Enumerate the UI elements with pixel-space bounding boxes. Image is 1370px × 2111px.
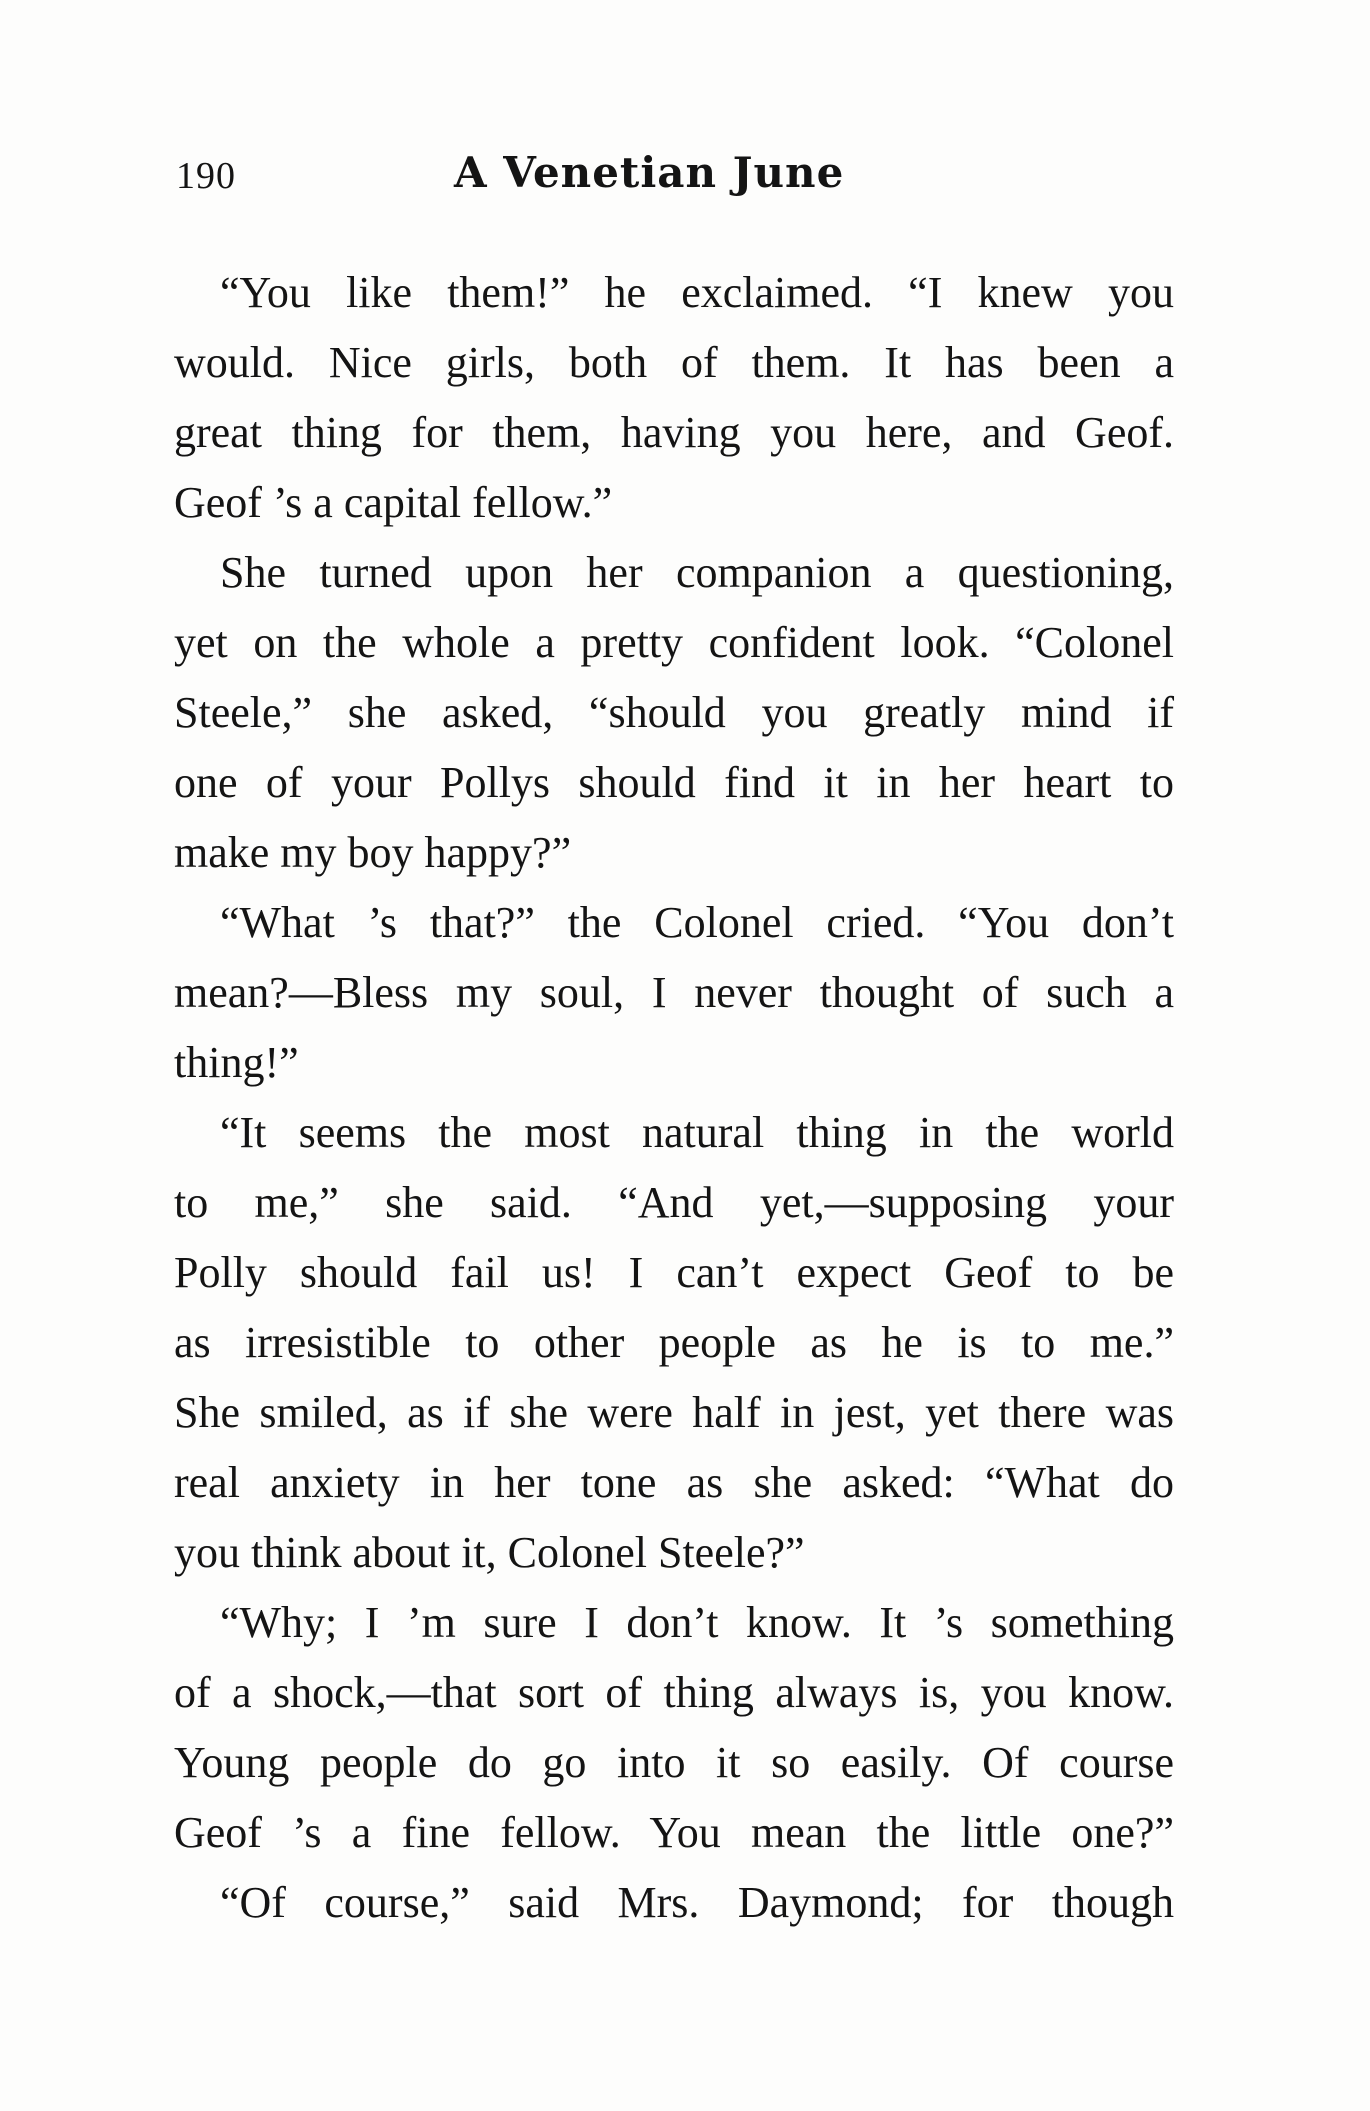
text-line: Polly should fail us! I can’t expect Geof to be — [174, 1248, 1174, 1297]
text-line: yet on the whole a pretty confident look. “Colonel — [174, 618, 1174, 667]
text-line: would. Nice girls, both of them. It has been a — [174, 338, 1174, 387]
text-line: “Of course,” said Mrs. Daymond; for though — [220, 1878, 1174, 1927]
page-number: 190 — [176, 155, 236, 197]
text-line: “What ’s that?” the Colonel cried. “You don’t — [220, 898, 1174, 947]
text-line: one of your Pollys should find it in her heart to — [174, 758, 1174, 807]
text-line: as irresistible to other people as he is to me.” — [174, 1318, 1174, 1367]
text-line: Young people do go into it so easily. Of course — [174, 1738, 1174, 1787]
text-line: She turned upon her companion a questioning, — [220, 548, 1174, 597]
text-line: to me,” she said. “And yet,—supposing your — [174, 1178, 1174, 1227]
page-header — [176, 148, 1176, 214]
text-line: “Why; I ’m sure I don’t know. It ’s something — [220, 1598, 1174, 1647]
text-line: Geof ’s a fine fellow. You mean the little one?” — [174, 1808, 1174, 1857]
text-line: Steele,” she asked, “should you greatly mind if — [174, 688, 1174, 737]
text-line: “It seems the most natural thing in the world — [220, 1108, 1174, 1157]
text-line: real anxiety in her tone as she asked: “What do — [174, 1458, 1174, 1507]
text-line: “You like them!” he exclaimed. “I knew you — [220, 268, 1174, 317]
body-text — [174, 258, 1174, 1938]
text-line: of a shock,—that sort of thing always is, you know. — [174, 1668, 1174, 1717]
running-title: A Venetian June — [454, 148, 845, 197]
text-line: great thing for them, having you here, and Geof. — [174, 408, 1174, 457]
text-line: thing!” — [174, 1038, 299, 1087]
text-line: you think about it, Colonel Steele?” — [174, 1528, 805, 1577]
text-line: Geof ’s a capital fellow.” — [174, 478, 613, 527]
text-line: make my boy happy?” — [174, 828, 572, 877]
text-line: mean?—Bless my soul, I never thought of such a — [174, 968, 1174, 1017]
text-line: She smiled, as if she were half in jest, yet there was — [174, 1388, 1174, 1437]
